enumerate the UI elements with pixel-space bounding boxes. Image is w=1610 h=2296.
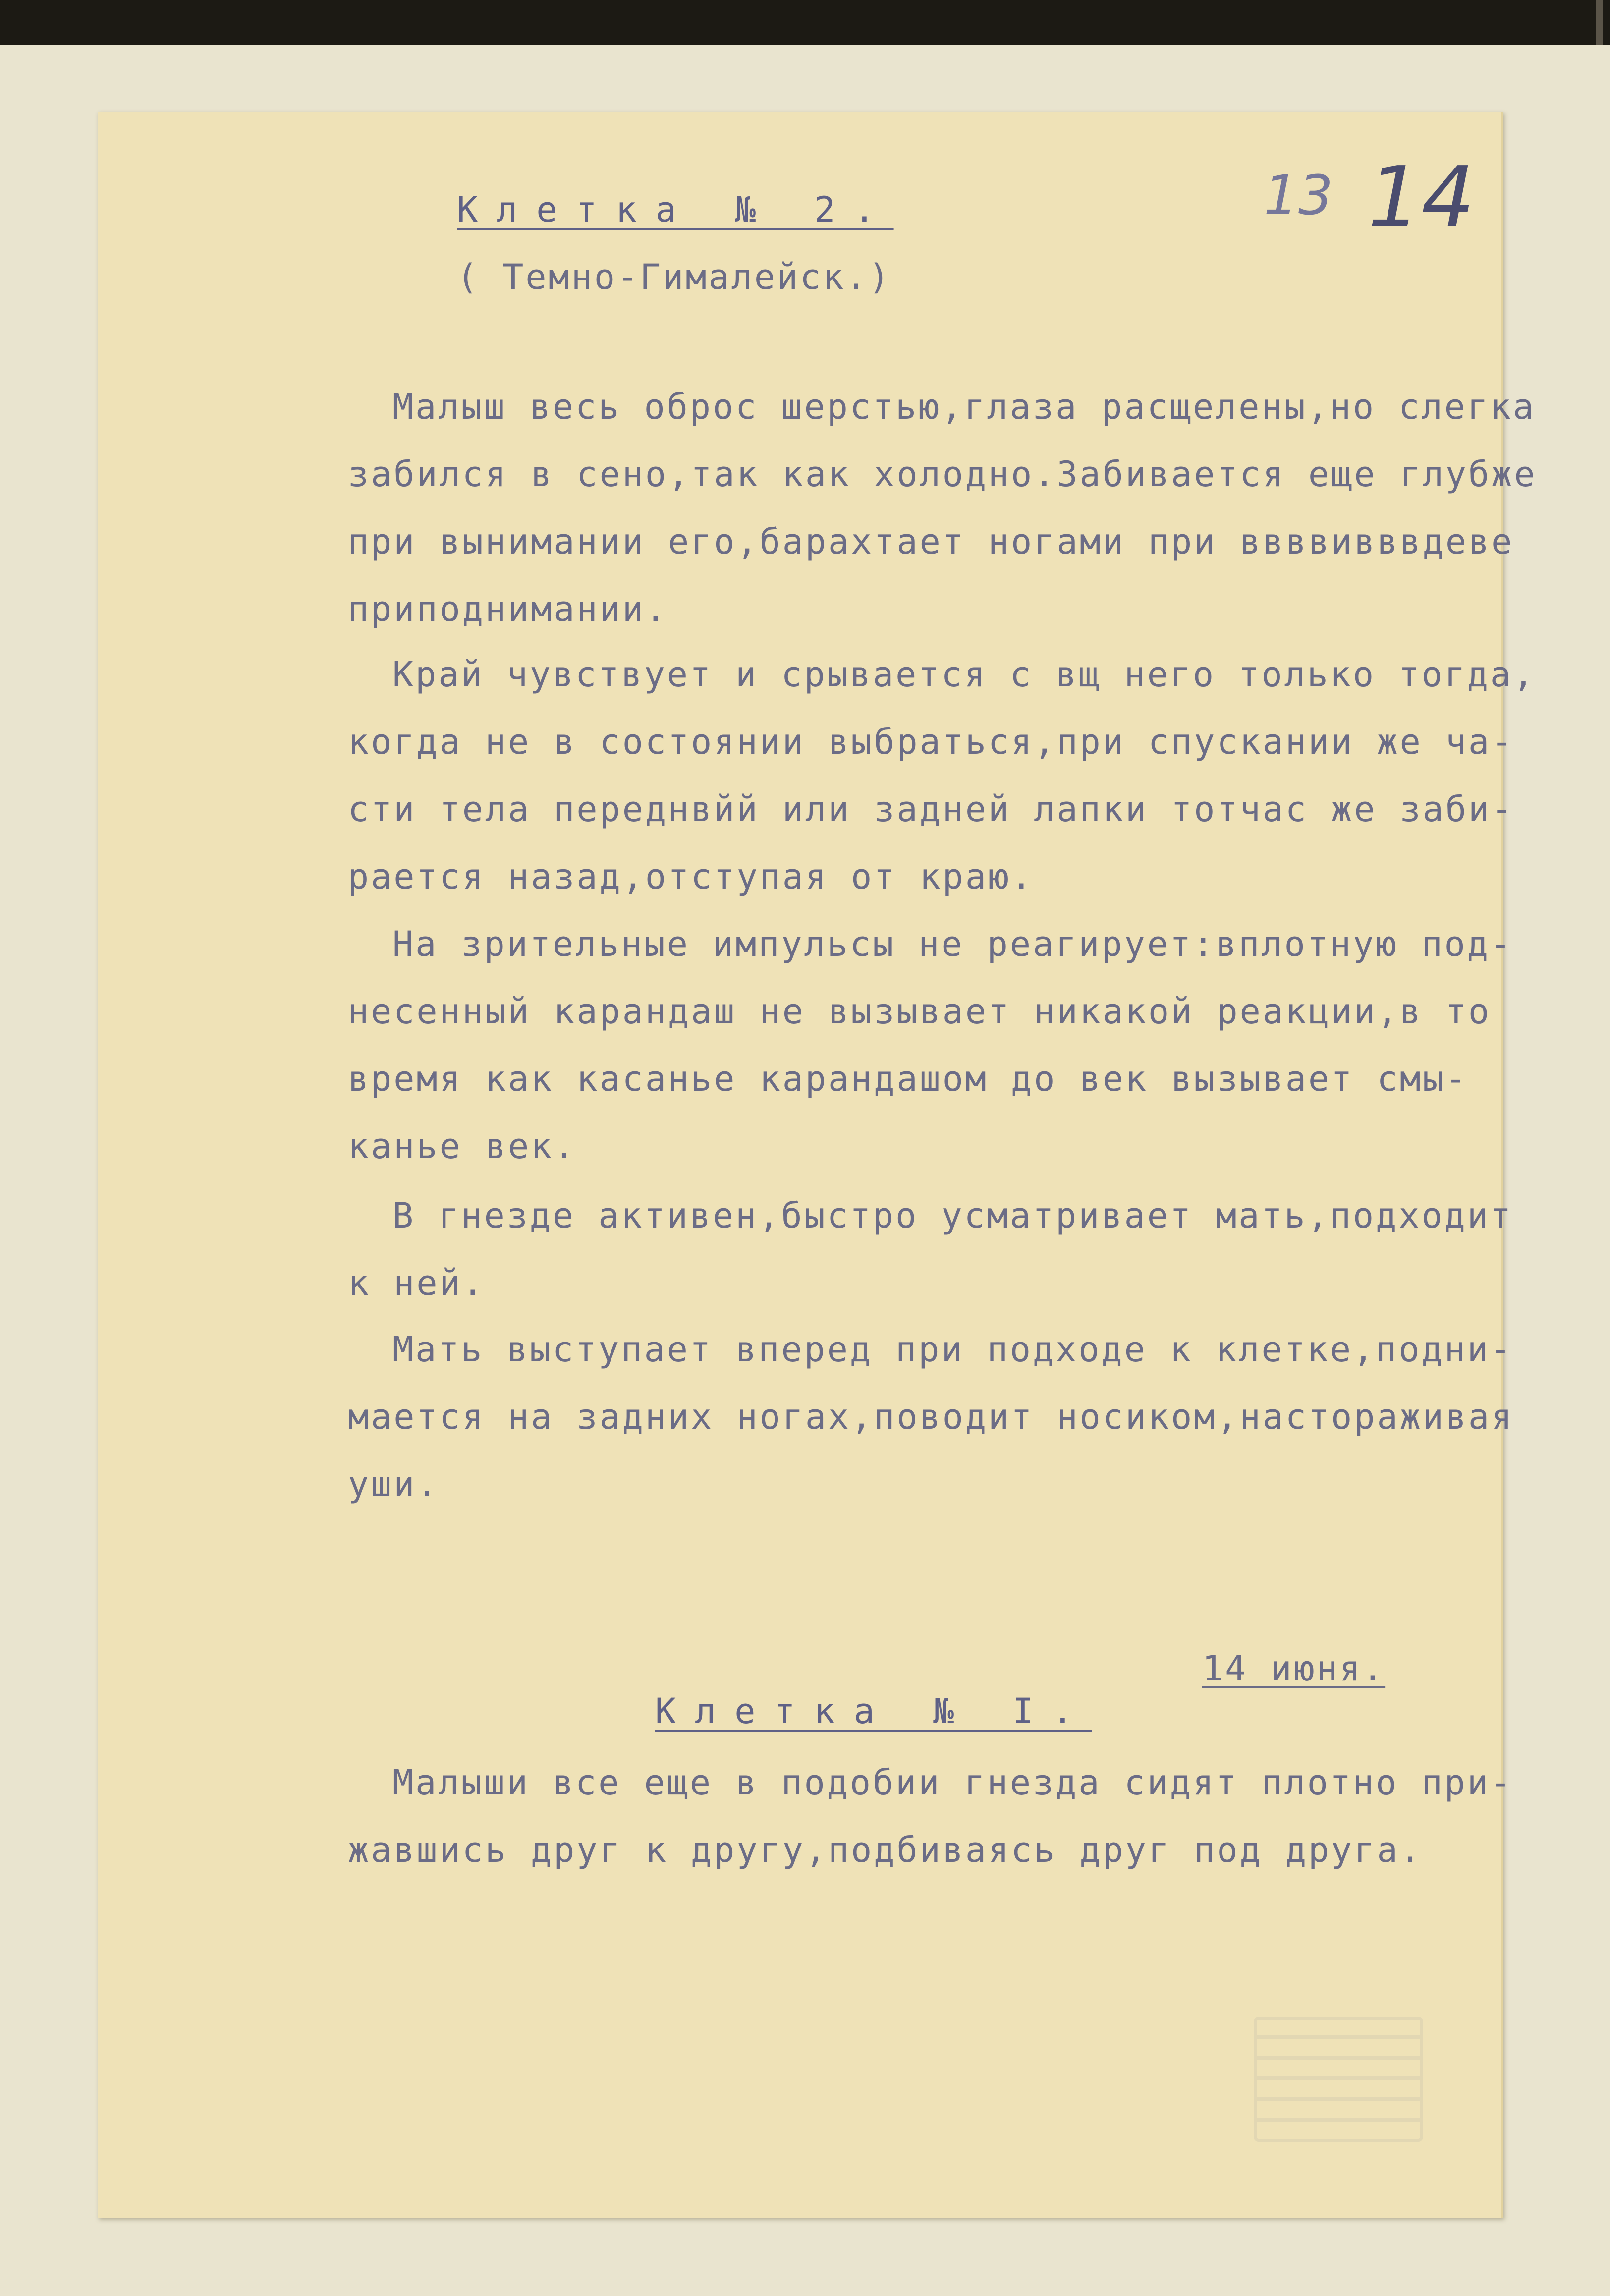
faded-archive-stamp (1254, 2017, 1423, 2142)
text-line: уши. (348, 1464, 440, 1505)
text-line: Мать выступает вперед при подходе к клетке,подни- (392, 1329, 1513, 1370)
text-line: В гнезде активен,быстро усматривает мать,подходит (392, 1195, 1513, 1236)
text-line: жавшись друг к другу,подбиваясь друг под друга. (348, 1830, 1423, 1870)
cage-2-heading: Клетка № 2. (457, 189, 894, 230)
text-line: Край чувствует и срывается с вщ него только тогда, (392, 654, 1536, 695)
text-line: Малыш весь оброс шерстью,глаза расщелены,но слегка (392, 387, 1536, 427)
entry-date: 14 июня. (1202, 1648, 1386, 1689)
text-line: На зрительные импульсы не реагирует:вплотную под- (392, 924, 1513, 964)
text-line: при вынимании его,барахтает ногами при ввввивввдеве (348, 521, 1514, 562)
text-line: канье век. (348, 1126, 577, 1167)
cage-1-heading: Клетка № I. (655, 1691, 1092, 1732)
folio-number-old: 13 (1264, 164, 1333, 227)
text-line: рается назад,отступая от краю. (348, 856, 1034, 897)
text-line: мается на задних ногах,поводит носиком,настораживая (348, 1397, 1514, 1437)
scanner-edge-marker (1596, 0, 1603, 45)
paper-sheet (98, 112, 1537, 2218)
text-line: время как касанье карандашом до век вызывает смы- (348, 1059, 1469, 1099)
cage-2-subheading: ( Темно-Гималейск.) (457, 257, 891, 297)
text-line: приподнимании. (348, 589, 668, 629)
text-line: к ней. (348, 1263, 485, 1303)
text-line: несенный карандаш не вызывает никакой реакции,в то (348, 991, 1492, 1032)
text-line: Малыши все еще в подобии гнезда сидят плотно при- (392, 1762, 1513, 1803)
folio-number-new: 14 (1368, 149, 1475, 247)
text-line: сти тела переднвйй или задней лапки тотчас же заби- (348, 789, 1514, 830)
scanner-top-band (0, 0, 1610, 45)
text-line: когда не в состоянии выбраться,при спускании же ча- (348, 722, 1514, 762)
text-line: забился в сено,так как холодно.Забивается еще глубже (348, 454, 1537, 495)
